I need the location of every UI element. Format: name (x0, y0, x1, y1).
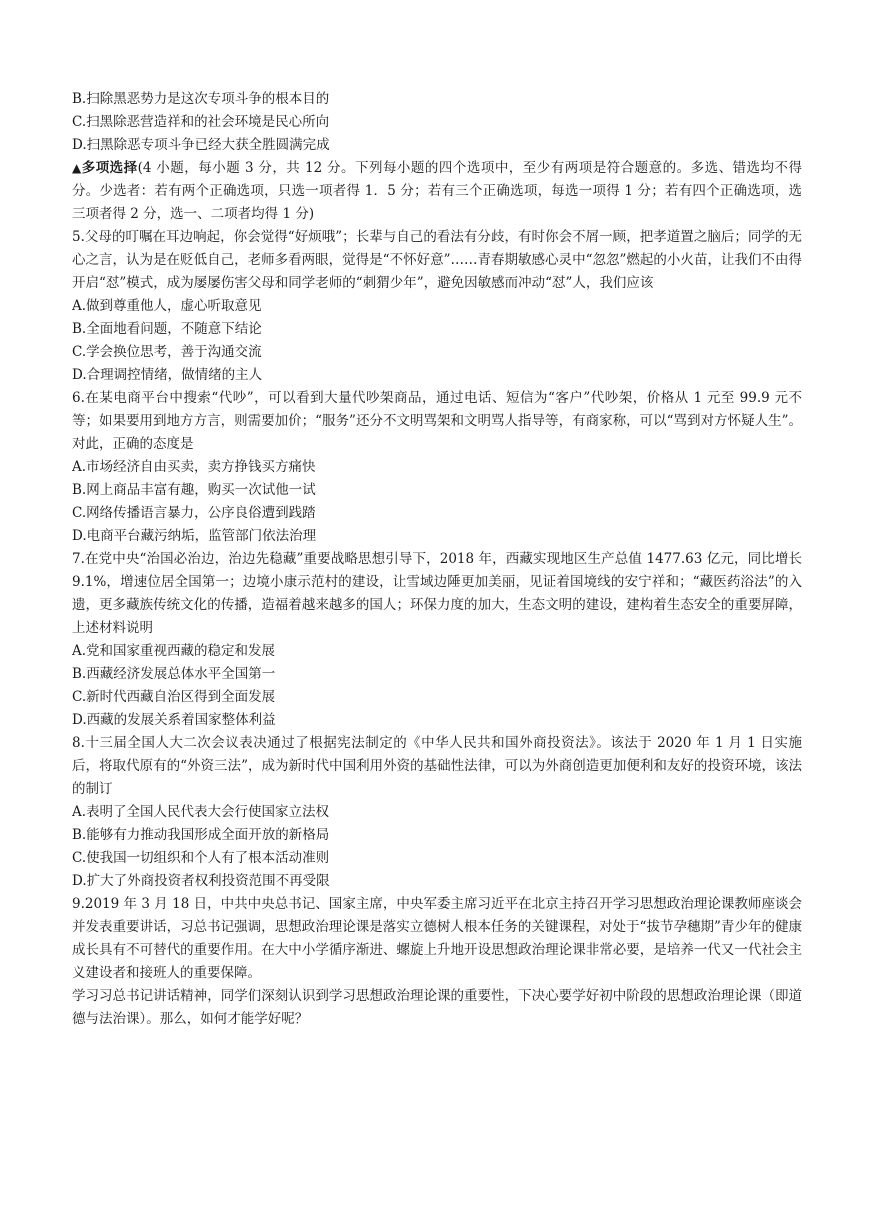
prev-option-d: D.扫黑除恶专项斗争已经大获全胜圆满完成 (72, 137, 330, 153)
option-c: C.学会换位思考，善于沟通交流 (72, 344, 262, 360)
question-6 (72, 387, 802, 548)
option-d: D.西藏的发展关系着国家整体利益 (72, 712, 276, 728)
option-c: C.使我国一切组织和个人有了根本活动准则 (72, 850, 330, 866)
option-a: A.市场经济自由买卖，卖方挣钱买方痛快 (72, 459, 316, 475)
option-b: B.能够有力推动我国形成全面开放的新格局 (72, 827, 330, 843)
option-b: B.西藏经济发展总体水平全国第一 (72, 666, 276, 682)
section-instructions: (4 小题，每小题 3 分，共 12 分。下列每小题的四个选项中，至少有两项是符合题意的。多选、错选均不得分。少选者：若有两个正确选项，只选一项者得 1．5 分；若有三个正确选项，每选一项得 1 分；若有四个正确选项，选三项者得 2 分，选一、二项者均得 1 分) (72, 160, 802, 222)
option-a: A.做到尊重他人，虚心听取意见 (72, 298, 262, 314)
option-d: D.合理调控情绪，做情绪的主人 (72, 367, 263, 383)
question-stem: 9.2019 年 3 月 18 日，中共中央总书记、国家主席，中央军委主席习近平在北京主持召开学习思想政治理论课教师座谈会并发表重要讲话，习总书记强调，思想政治理论课是落实立德树人根本任务的关键课程，对处于“拔节孕穗期”青少年的健康成长具有不可替代的重要作用。在大中小学循序渐进、螺旋上升地开设思想政治理论课非常必要，是培养一代又一代社会主义建设者和接班人的重要保障。 (72, 896, 802, 981)
option-b: B.网上商品丰富有趣，购买一次试他一试 (72, 482, 316, 498)
option-c: C.网络传播语言暴力，公序良俗遭到践踏 (72, 505, 316, 521)
question-stem: 8.十三届全国人大二次会议表决通过了根据宪法制定的《中华人民共和国外商投资法》。该法于 2020 年 1 月 1 日实施后，将取代原有的“外资三法”，成为新时代中国利用外资的基础性法律，可以为外商创造更加便利和友好的投资环境，该法的制订 (72, 735, 802, 797)
option-d: D.电商平台藏污纳垢，监管部门依法治理 (72, 528, 317, 544)
question-5 (72, 226, 802, 387)
prev-option-b: B.扫除黑恶势力是这次专项斗争的根本目的 (72, 91, 330, 107)
question-stem: 7.在党中央“治国必治边，治边先稳藏”重要战略思想引导下，2018 年，西藏实现地区生产总值 1477.63 亿元，同比增长 9.1%，增速位居全国第一；边境小康示范村的建设，让雪域边陲更加美丽，见证着国境线的安宁祥和；“藏医药浴法”的入遗，更多藏族传统文化的传播，造福着越来越多的国人；环保力度的加大，生态文明的建设，建构着生态安全的重要屏障，上述材料说明 (72, 551, 802, 636)
option-b: B.全面地看问题，不随意下结论 (72, 321, 262, 337)
question-stem: 5.父母的叮嘱在耳边响起，你会觉得“好烦哦”；长辈与自己的看法有分歧，有时你会不屑一顾，把孝道置之脑后；同学的无心之言，认为是在贬低自己，老师多看两眼，觉得是“不怀好意”……青春期敏感心灵中“忽忽”燃起的小火苗，让我们不由得开启“怼”模式，成为屡屡伤害父母和同学老师的“刺猬少年”，避免因敏感而冲动“怼”人，我们应该 (72, 229, 802, 291)
section-title: 多项选择 (81, 160, 138, 176)
option-c: C.新时代西藏自治区得到全面发展 (72, 689, 276, 705)
option-d: D.扩大了外商投资者权利投资范围不再受限 (72, 873, 330, 889)
question-stem: 6.在某电商平台中搜索“代吵”，可以看到大量代吵架商品，通过电话、短信为“客户”代吵架，价格从 1 元至 99.9 元不等；如果要用到地方方言，则需要加价；“服务”还分不文明骂架和文明骂人指导等，有商家称，可以“骂到对方怀疑人生”。对此，正确的态度是 (72, 390, 802, 452)
question-9 (72, 893, 802, 1031)
triangle-marker-icon: ▲ (72, 161, 82, 175)
section-header (72, 157, 802, 226)
option-a: A.党和国家重视西藏的稳定和发展 (72, 643, 276, 659)
option-a: A.表明了全国人民代表大会行使国家立法权 (72, 804, 330, 820)
question-7 (72, 548, 802, 732)
prev-option-c: C.扫黑除恶营造祥和的社会环境是民心所向 (72, 114, 330, 130)
question-follow-up: 学习习总书记讲话精神，同学们深刻认识到学习思想政治理论课的重要性，下决心要学好初中阶段的思想政治理论课（即道德与法治课）。那么，如何才能学好呢？ (72, 988, 802, 1027)
page-content (72, 88, 802, 1031)
question-8 (72, 732, 802, 893)
